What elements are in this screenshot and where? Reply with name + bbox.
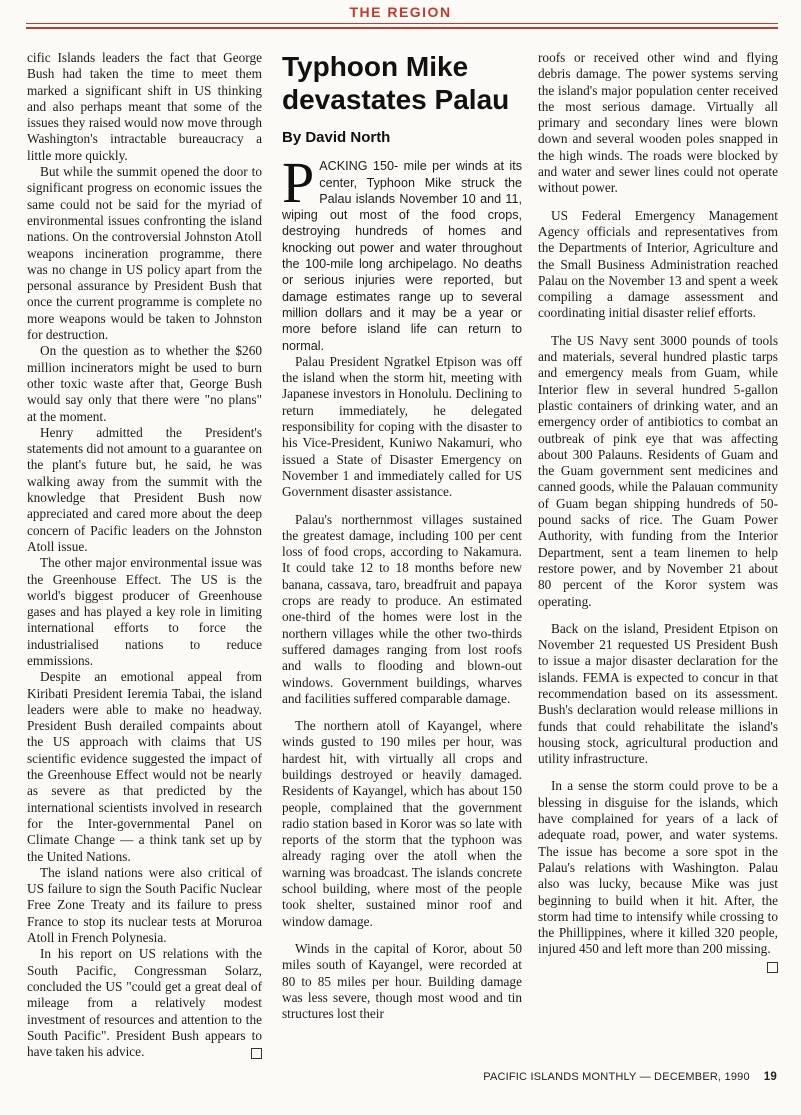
section-heading: THE REGION bbox=[349, 4, 452, 20]
drop-cap: P bbox=[282, 150, 315, 216]
paragraph-text: In his report on US relations with the South Pacific, Congressman Solarz, concluded the US "could get a great deal of mileage from a relatively modest investment of resources and attention to the South Pacific". President Bush appears to have taken his advice. bbox=[27, 946, 262, 1060]
paragraph: But while the summit opened the door to significant progress on economic issues the same could not be said for the myriad of environmental issues confronting the island nations. On the controversial Johnston Atoll weapons incineration programme, there was no change in US policy apart from the personal assurance by President Bush that once the current programme is complete no more weapons would be taken to Johnston for destruction. bbox=[27, 164, 262, 343]
paragraph: Henry admitted the President's statements did not amount to a guarantee on the plant's future but, he said, he was walking away from the summit with the knowledge that President Bush now appreciated and cared more about the deep concern of Pacific leaders on the Johnston Atoll issue. bbox=[27, 424, 262, 554]
paragraph: Back on the island, President Etpison on November 21 requested US President Bush to issue a major disaster declaration for the islands. FEMA is expected to concur in that recommendation based on its assessment. Bush's declaration would release millions in funds that could rehabilitate the island's housing stock, agricultural production and utility infrastructure. bbox=[538, 620, 778, 767]
column-middle bbox=[282, 50, 522, 1022]
paragraph: Palau's northernmost villages sustained the greatest damage, including 100 per cent loss of food crops, according to Nakamura. It could take 12 to 18 months before new banana, cassava, taro, breadfruit and papaya crops are ready to produce. An estimated one-third of the homes were lost in the northern villages while the other two-thirds suffered damages ranging from lost roofs and walls to flooding and blown-out windows. Government buildings, wharves and facilities suffered comparable damage. bbox=[282, 511, 522, 706]
paragraph: Despite an emotional appeal from Kiribati President Ieremia Tabai, the island leaders were able to make no headway. President Bush derailed compaints about the US approach with claims that US scientific evidence suggested the impact of the Greenhouse Effect would not be nearly as severe as that predicted by the international scientists involved in research for the Inter-governmental Panel on Climate Change — a think tank set up by the United Nations. bbox=[27, 669, 262, 864]
paragraph: The US Navy sent 3000 pounds of tools and materials, several hundred plastic tarps and emergency meals from Guam, while Interior flew in several hundred 5-gallon plastic containers of drinking water, and an emergency order of antibiotics to combat an outbreak of pink eye that was affecting about 300 Palauns. Residents of Guam and the Guam government sent medicines and canned goods, while the Palauan community of Guam began shipping hundreds of 50-pound sacks of rice. The Guam Power Authority, with funding from the Interior Department, sent a team linemen to help restore power, and by November 21 about 80 percent of the Koror system was operating. bbox=[538, 332, 778, 609]
article-headline: Typhoon Mike devastates Palau bbox=[282, 51, 510, 115]
paragraph: The northern atoll of Kayangel, where winds gusted to 190 miles per hour, was hardest hit, with virtually all crops and buildings destroyed or heavily damaged. Residents of Kayangel, which has about 150 people, complained that the government radio station based in Koror was so late with reports of the storm that the typhoon was already raging over the atoll when the warning was broadcast. The islands concrete school building, where most of the people took shelter, sustained minor roof and window damage. bbox=[282, 718, 522, 929]
paragraph: US Federal Emergency Management Agency officials and representatives from the Departments of Interior, Agriculture and the Small Business Administration reached Palau on the November 13 and spent a week compiling a damage assessment and coordinating initial disaster relief efforts. bbox=[538, 207, 778, 321]
paragraph-with-endmark bbox=[538, 778, 778, 957]
paragraph: The island nations were also critical of US failure to sign the South Pacific Nuclear Free Zone Treaty and its failure to press France to stop its nuclear tests at Moruroa Atoll in French Polynesia. bbox=[27, 864, 262, 946]
publication-line: PACIFIC ISLANDS MONTHLY — DECEMBER, 1990 bbox=[483, 1071, 750, 1083]
paragraph: Winds in the capital of Koror, about 50 miles south of Kayangel, were recorded at 80 to 85 miles per hour. Building damage was less severe, though most wood and tin structures lost their bbox=[282, 940, 522, 1022]
page-number: 19 bbox=[763, 1071, 777, 1083]
column-right bbox=[538, 50, 778, 973]
article-byline: By David North bbox=[282, 129, 391, 146]
paragraph: On the question as to whether the $260 million incinerators might be used to burn other toxic waste after that, George Bush would say only that there were "no plans" at the moment. bbox=[27, 343, 262, 424]
end-of-article-mark bbox=[767, 962, 778, 973]
end-of-article-mark bbox=[251, 1048, 262, 1059]
lead-text: ACKING 150- mile per winds at its center, Typhoon Mike struck the Palau islands November 10 and 11, wiping out most of the food crops, destroying hundreds of homes and knocking out power and water throughout the 100-mile long archipelago. No deaths or serious injuries were reported, but damage estimates range up to several million dollars and it may be a year or more before island life can return to normal. bbox=[282, 159, 522, 353]
paragraph: roofs or received other wind and flying debris damage. The power systems serving the island's major population center received the most serious damage. Virtually all primary and secondary lines were blown down and several wooden poles snapped in the high winds. The roads were blocked by and water and sewer lines could not operate without power. bbox=[538, 50, 778, 196]
paragraph-with-endmark bbox=[27, 946, 262, 1060]
lead-paragraph bbox=[282, 150, 522, 354]
header-rule bbox=[26, 27, 778, 29]
paragraph: The other major environmental issue was the Greenhouse Effect. The US is the world's biggest producer of Greenhouse gases and has played a key role in limiting international efforts to force the industrialised nations to reduce emmissions. bbox=[27, 555, 262, 668]
paragraph: Palau President Ngratkel Etpison was off the island when the storm hit, meeting with Japanese investors in Honolulu. Declining to return immediately, he delegated responsibility for coping with the disaster to his Vice-President, Kuniwo Nakamuri, who issued a State of Disaster Emergency on November 1 and immediately called for US Government disaster assistance. bbox=[282, 353, 522, 500]
column-left bbox=[27, 50, 262, 1060]
header-rule bbox=[26, 23, 778, 24]
page-footer bbox=[483, 1071, 777, 1083]
paragraph-text: In a sense the storm could prove to be a blessing in disguise for the islands, which have complained for years of a lack of adequate road, power, and water systems. The issue has become a sore spot in the Palau's relations with Washington. Palau also was lucky, because Mike was just beginning to build when it hit. After, the storm had time to intensify while crossing to the Phillippines, where it killed 320 people, injured 450 and left more than 200 missing. bbox=[538, 778, 778, 957]
paragraph: cific Islands leaders the fact that George Bush had taken the time to meet them marked a significant shift in US thinking and also perhaps meant that some of the issues they raised would now move through Washington's intractable bureaucracy a little more quickly. bbox=[27, 50, 262, 163]
